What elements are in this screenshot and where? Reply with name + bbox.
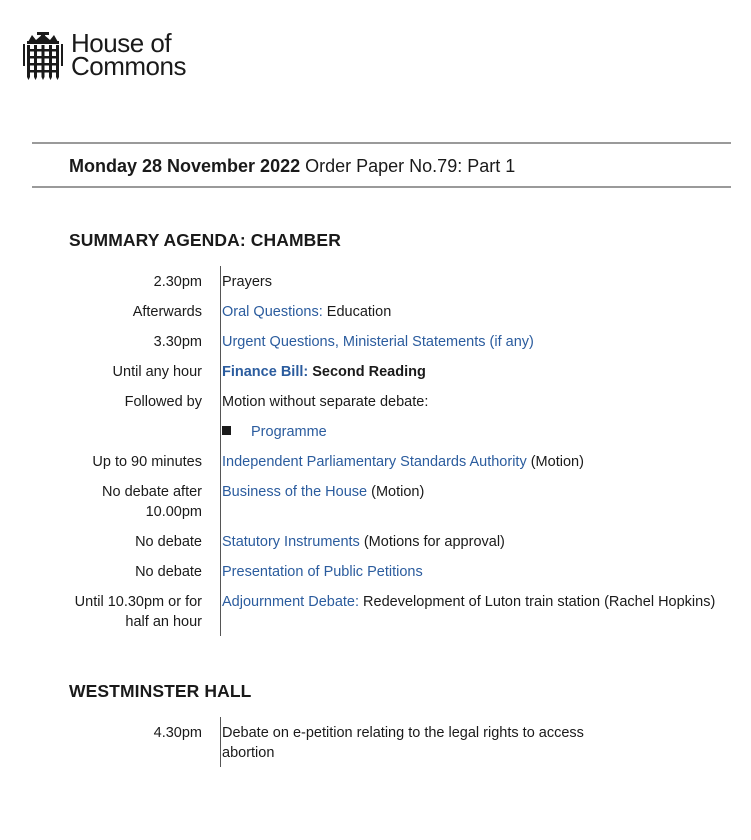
agenda-row — [60, 272, 720, 292]
agenda-item — [212, 532, 720, 552]
agenda-row — [60, 592, 720, 632]
agenda-time: No debate after 10.00pm — [102, 484, 202, 520]
agenda-item — [212, 452, 720, 472]
agenda-row — [60, 562, 720, 582]
agenda-time: 3.30pm — [153, 334, 202, 350]
agenda-text: Motion without separate debate: — [222, 394, 429, 410]
urgent-questions-link[interactable]: Urgent Questions, Ministerial Statements (if any) — [222, 334, 534, 350]
agenda-text: (Motion) — [526, 454, 584, 470]
agenda-item — [212, 723, 720, 763]
agenda-item — [212, 592, 720, 632]
agenda-row — [60, 723, 720, 763]
page-title — [69, 156, 515, 177]
agenda-item — [212, 422, 720, 442]
business-of-the-house-link[interactable]: Business of the House — [222, 484, 368, 500]
agenda-row — [60, 422, 720, 442]
agenda-time: 2.30pm — [153, 274, 202, 290]
westminster-hall-heading: WESTMINSTER HALL — [69, 681, 252, 701]
title-rule-top — [32, 142, 731, 144]
agenda-item — [212, 392, 720, 412]
programme-link[interactable]: Programme — [251, 424, 327, 440]
agenda-row — [60, 482, 720, 522]
agenda-time: Afterwards — [132, 304, 202, 320]
agenda-time: 4.30pm — [153, 725, 202, 741]
oral-questions-link[interactable]: Oral Questions: — [222, 304, 323, 320]
agenda-row — [60, 302, 720, 322]
agenda-item — [212, 482, 720, 522]
adjournment-debate-link[interactable]: Adjournment Debate: — [222, 594, 360, 610]
agenda-row — [60, 392, 720, 412]
agenda-text: Second Reading — [308, 364, 426, 380]
agenda-time: Until any hour — [112, 364, 202, 380]
title-rule-bottom — [32, 186, 731, 188]
order-paper-date: Monday 28 November 2022 — [69, 156, 301, 176]
agenda-time: No debate — [135, 534, 202, 550]
agenda-time — [60, 422, 212, 442]
finance-bill-link[interactable]: Finance Bill: — [222, 364, 309, 380]
agenda-item — [212, 332, 720, 352]
agenda-item — [212, 562, 720, 582]
portcullis-icon — [22, 32, 64, 80]
agenda-item — [212, 362, 720, 382]
order-paper-title: Order Paper No.79: Part 1 — [305, 156, 516, 176]
agenda-time: Followed by — [124, 394, 202, 410]
agenda-time: No debate — [135, 564, 202, 580]
logo-wordmark — [71, 28, 186, 81]
statutory-instruments-link[interactable]: Statutory Instruments — [222, 534, 360, 550]
westminster-hall-agenda — [60, 723, 720, 763]
agenda-row — [60, 332, 720, 352]
logo-line-1: House of — [71, 28, 172, 58]
agenda-item — [212, 272, 720, 292]
agenda-time: Up to 90 minutes — [92, 454, 202, 470]
agenda-text: Redevelopment of Luton train station (Rachel Hopkins) — [359, 594, 716, 610]
chamber-heading: SUMMARY AGENDA: CHAMBER — [69, 230, 341, 250]
agenda-text: (Motions for approval) — [359, 534, 505, 550]
ipsa-link[interactable]: Independent Parliamentary Standards Authority — [222, 454, 527, 470]
agenda-text: (Motion) — [367, 484, 425, 500]
agenda-text: Debate on e-petition relating to the legal rights to access abortion — [222, 725, 584, 761]
agenda-time: Until 10.30pm or for half an hour — [74, 594, 202, 630]
house-of-commons-logo — [22, 28, 186, 81]
agenda-row — [60, 452, 720, 472]
logo-line-2: Commons — [71, 51, 186, 81]
agenda-row — [60, 362, 720, 382]
agenda-row — [60, 532, 720, 552]
public-petitions-link[interactable]: Presentation of Public Petitions — [222, 564, 423, 580]
square-bullet-icon — [222, 426, 231, 435]
chamber-agenda — [60, 272, 720, 632]
agenda-text: Prayers — [222, 274, 272, 290]
agenda-text: Education — [322, 304, 392, 320]
agenda-item — [212, 302, 720, 322]
